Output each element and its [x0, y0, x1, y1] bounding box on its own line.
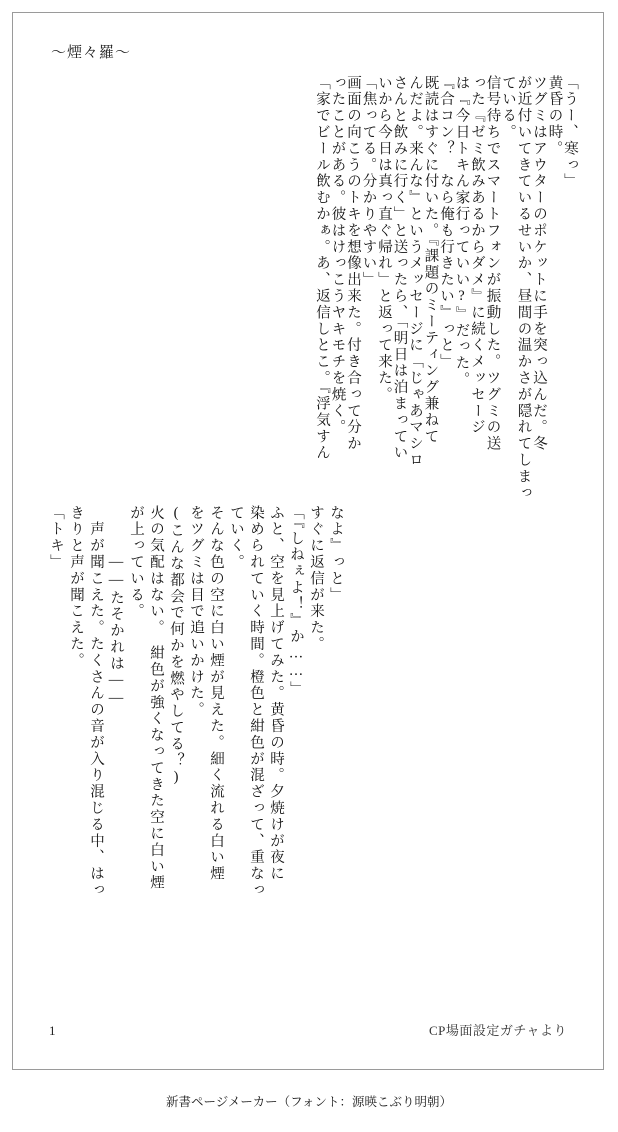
text-line: 「焦ってる。分かりやすい」 — [360, 75, 377, 289]
text-line: 『合コン？ なら俺も行きたい』っと」 — [438, 75, 454, 371]
text-line: 既読はすぐに付いた。『課題のミーティング兼ねて — [422, 75, 439, 445]
text-line: ている。 — [500, 75, 516, 141]
page-number: 1 — [49, 1023, 56, 1038]
text-line: ったことがある。彼はけっこうヤキモチを焼く。 — [329, 75, 346, 436]
text-line: (こんな都会で何かを燃やしてる？) — [168, 505, 184, 787]
text-line: いから今日は真っ直ぐ帰れ」と返って来た。 — [376, 75, 392, 403]
text-line: きりと声が聞こえた。 — [68, 505, 84, 669]
text-block-left — [43, 505, 343, 979]
text-line: 「トキ」 — [48, 505, 64, 571]
text-line: 声が聞こえた。たくさんの音が入り混じる中、はっ — [88, 505, 104, 899]
text-line: そんな色の空に白い煙が見えた。細く流れる白い煙 — [208, 505, 224, 883]
text-line: 「家でビール飲むかぁ。あ、返信しとこ。『浮気すん — [314, 75, 330, 462]
text-line: 黄昏の時。 — [546, 75, 563, 157]
text-line: は『今日トキん家行っていい?』だった。 — [453, 75, 470, 389]
text-line: 「うー、寒っ」 — [562, 75, 578, 190]
text-line: 画面の向こうのトキを想像出来た。付き合って分か — [345, 75, 361, 453]
vertical-text-body — [43, 75, 577, 979]
text-line: が上っている。 — [128, 505, 144, 620]
novel-page — [12, 12, 604, 1070]
text-line: 火の気配はない。 紺色が強くなってきた空に白い煙 — [148, 505, 164, 892]
text-line: が近付いてきているせいか、昼間の温かさが隠れてしまっ — [515, 75, 532, 502]
page-title: 〜煙々羅〜 — [51, 45, 132, 61]
text-line: なよ』っと」 — [328, 505, 344, 604]
text-line: さんと飲みに行く」と送ったら、「明日は泊まってい — [391, 75, 408, 462]
text-line: ツグミはアウターのポケットに手を突っ込んだ。冬 — [531, 75, 547, 453]
text-line: 「『しねぇよ！』か……」 — [288, 505, 304, 698]
text-line: んだよ。来んな』というメッセージに「じゃあマシロ — [407, 75, 423, 469]
text-line: ふと、空を見上げてみた。黄昏の時。夕焼けが夜に — [268, 505, 284, 883]
text-line: ——たそかれは—— — [108, 505, 124, 708]
text-line: 染められていく時間。橙色と紺色が混ざって、重なっ — [248, 505, 264, 899]
footer-note: 新書ページメーカー（フォント：源暎こぶり明朝） — [165, 1095, 452, 1109]
page-credit: CP場面設定ガチャより — [428, 1023, 567, 1038]
text-line: ていく。 — [228, 505, 244, 571]
text-line: すぐに返信が来た。 — [308, 505, 324, 653]
text-line: った『ゼミ飲みあるからダメ』に続くメッセージ — [469, 75, 485, 436]
text-line: 信号待ちでスマートフォンが振動した。ツグミの送 — [484, 75, 501, 453]
text-line: をツグミは目で追いかけた。 — [188, 505, 204, 719]
